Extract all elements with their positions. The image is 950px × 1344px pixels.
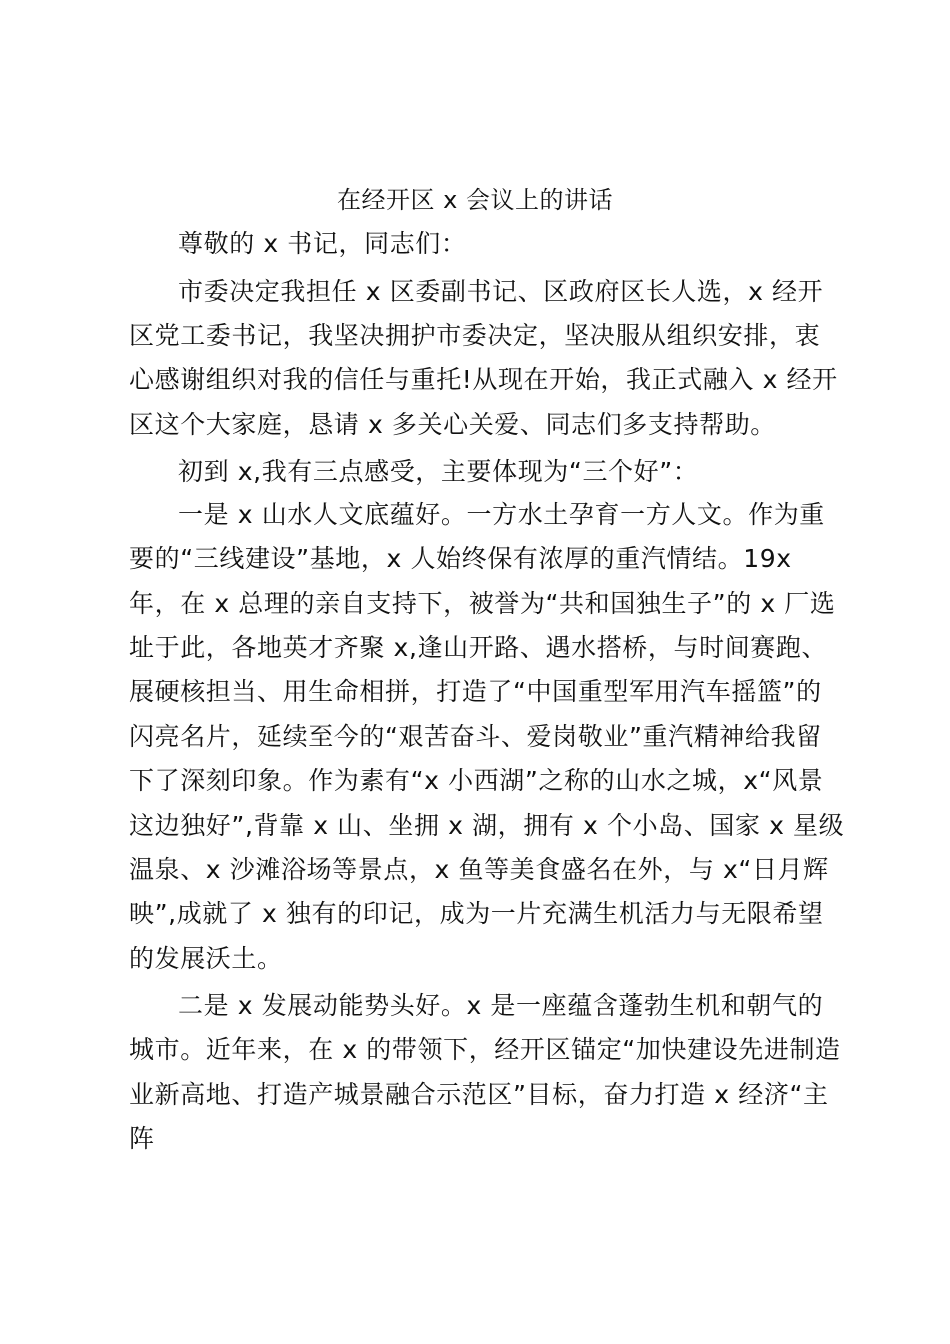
text-line: 这边独好”,背靠 x 山、坐拥 x 湖，拥有 x 个小岛、国家 x 星级 <box>129 811 845 840</box>
text-line: 要的“三线建设”基地，x 人始终保有浓厚的重汽情结。19x <box>129 544 792 573</box>
text-line: 展硬核担当、用生命相拼，打造了“中国重型军用汽车摇篮”的 <box>129 677 822 706</box>
text-line: 址于此，各地英才齐聚 x,逢山开路、遇水搭桥，与时间赛跑、 <box>129 633 828 662</box>
text-line: 闪亮名片，延续至今的“艰苦奋斗、爱岗敬业”重汽精神给我留 <box>129 722 822 751</box>
text-line: 区这个大家庭，恳请 x 多关心关爱、同志们多支持帮助。 <box>129 410 776 439</box>
text-line: 城市。近年来，在 x 的带领下，经开区锚定“加快建设先进制造 <box>129 1035 841 1064</box>
document-title: 在经开区 x 会议上的讲话 <box>337 186 613 214</box>
text-line: 阵 <box>129 1124 155 1153</box>
text-line: 区党工委书记，我坚决拥护市委决定，坚决服从组织安排，衷 <box>129 321 821 350</box>
text-line: 一是 x 山水人文底蕴好。一方水土孕育一方人文。作为重 <box>178 500 825 529</box>
text-line: 映”,成就了 x 独有的印记，成为一片充满生机活力与无限希望 <box>129 899 824 928</box>
text-line: 下了深刻印象。作为素有“x 小西湖”之称的山水之城，x“风景 <box>129 766 824 795</box>
text-line: 初到 x,我有三点感受，主要体现为“三个好”： <box>178 457 699 486</box>
text-line: 的发展沃土。 <box>129 944 283 973</box>
salutation: 尊敬的 x 书记，同志们： <box>178 229 467 258</box>
text-line: 业新高地、打造产城景融合示范区”目标，奋力打造 x 经济“主 <box>129 1080 829 1109</box>
text-line: 温泉、x 沙滩浴场等景点，x 鱼等美食盛名在外，与 x“日月辉 <box>129 855 829 884</box>
text-line: 二是 x 发展动能势头好。x 是一座蕴含蓬勃生机和朝气的 <box>178 991 824 1020</box>
text-line: 年，在 x 总理的亲自支持下，被誉为“共和国独生子”的 x 厂选 <box>129 589 836 618</box>
text-line: 心感谢组织对我的信任与重托!从现在开始，我正式融入 x 经开 <box>129 365 838 394</box>
text-line: 市委决定我担任 x 区委副书记、区政府区长人选，x 经开 <box>178 277 824 306</box>
